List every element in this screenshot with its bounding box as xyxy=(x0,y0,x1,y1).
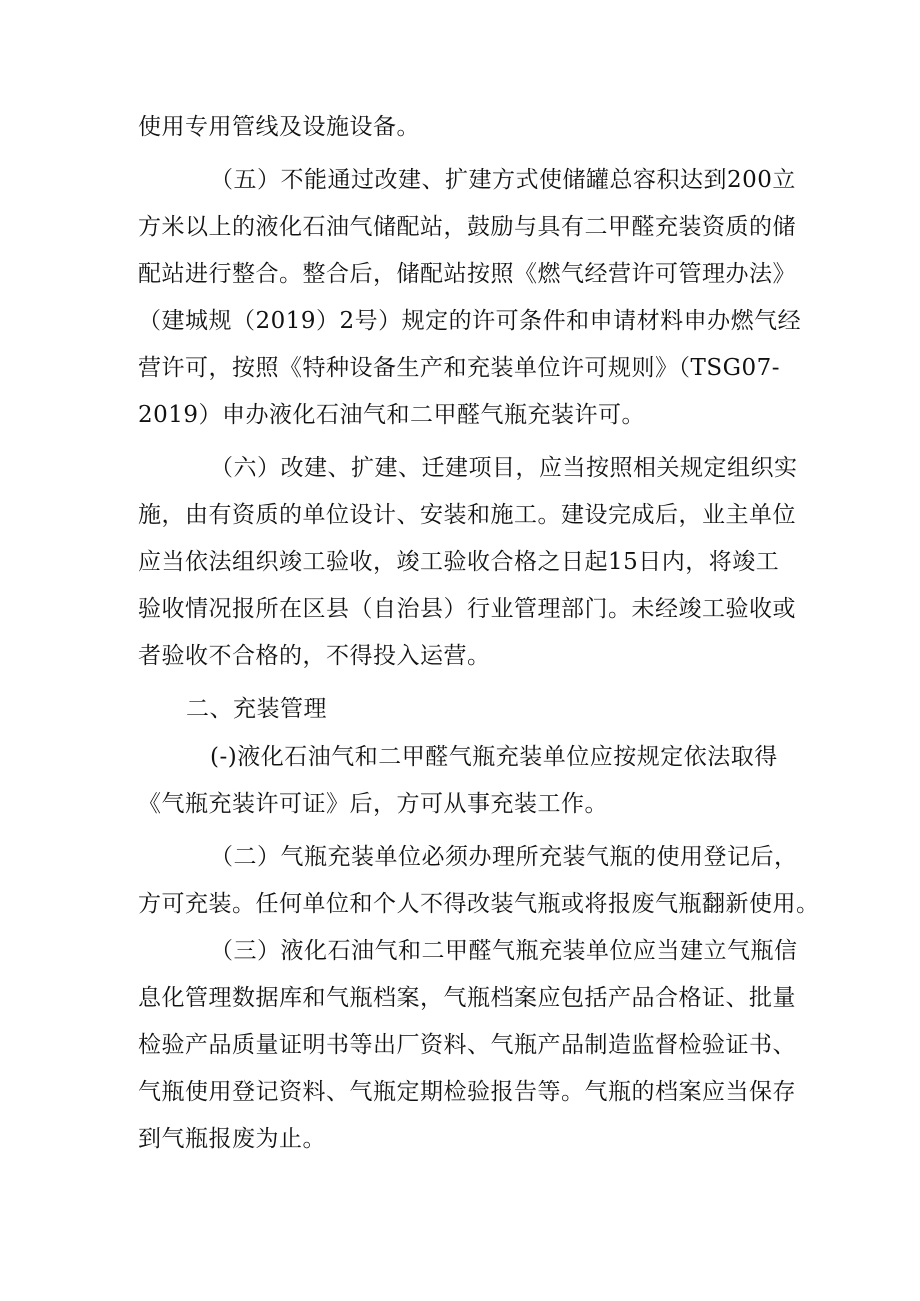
text-line: （二）气瓶充装单位必须办理所充装气瓶的使用登记后， xyxy=(210,844,798,870)
text-line: （六）改建、扩建、迁建项目，应当按照相关规定组织实 xyxy=(210,455,798,481)
text-line: 《气瓶充装许可证》后，方可从事充装工作。 xyxy=(138,791,608,817)
text-line: 营许可，按照《特种设备生产和充装单位许可规则》（TSG07- xyxy=(138,355,781,381)
text-line: 气瓶使用登记资料、气瓶定期检验报告等。气瓶的档案应当保存 xyxy=(138,1079,796,1105)
text-line: （五）不能通过改建、扩建方式使储罐总容积达到200立 xyxy=(210,167,796,193)
text-line: 2019）申办液化石油气和二甲醛气瓶充装许可。 xyxy=(138,402,646,428)
text-line: （三）液化石油气和二甲醛气瓶充装单位应当建立气瓶信 xyxy=(210,938,798,964)
section-heading: 二、充装管理 xyxy=(186,696,327,722)
text-line: 方可充装。任何单位和个人不得改装气瓶或将报废气瓶翻新使用。 xyxy=(138,891,820,917)
text-line: 应当依法组织竣工验收，竣工验收合格之日起15日内，将竣工 xyxy=(138,549,780,575)
text-line: （建城规（2019）2号）规定的许可条件和申请材料申办燃气经 xyxy=(138,308,802,334)
text-line: 到气瓶报废为止。 xyxy=(138,1126,326,1152)
text-line: 者验收不合格的，不得投入运营。 xyxy=(138,643,491,669)
text-line: 施，由有资质的单位设计、安装和施工。建设完成后，业主单位 xyxy=(138,502,796,528)
text-line: 使用专用管线及设施设备。 xyxy=(138,114,420,140)
text-line: (-)液化石油气和二甲醛气瓶充装单位应按规定依法取得 xyxy=(210,744,778,770)
text-line: 验收情况报所在区县（自治县）行业管理部门。未经竣工验收或 xyxy=(138,596,796,622)
text-line: 息化管理数据库和气瓶档案，气瓶档案应包括产品合格证、批量 xyxy=(138,985,796,1011)
text-line: 方米以上的液化石油气储配站，鼓励与具有二甲醛充装资质的储 xyxy=(138,214,796,240)
text-line: 检验产品质量证明书等出厂资料、气瓶产品制造监督检验证书、 xyxy=(138,1032,796,1058)
text-line: 配站进行整合。整合后，储配站按照《燃气经营许可管理办法》 xyxy=(138,261,796,287)
